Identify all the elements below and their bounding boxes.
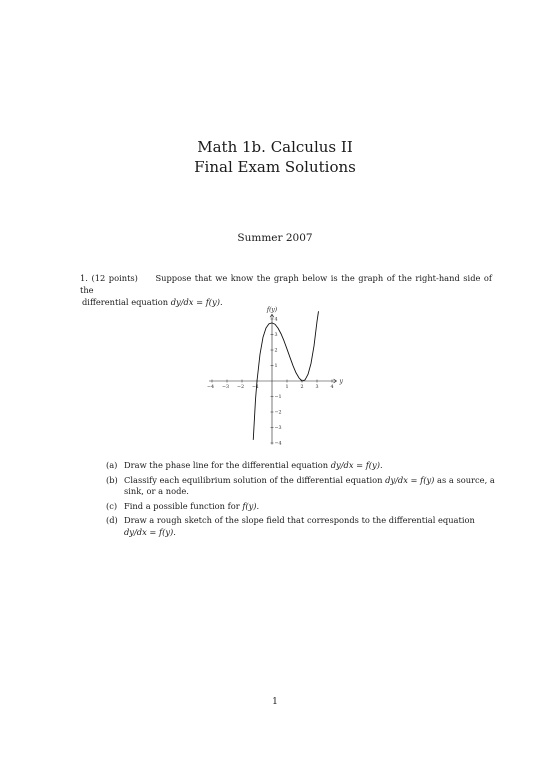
graph-axes — [206, 306, 344, 444]
graph-ticks — [207, 317, 334, 447]
part-label: (a) — [106, 460, 118, 470]
part-text-after: . — [256, 500, 260, 511]
problem-number: 1. — [80, 273, 88, 283]
y-tick-label: 3 — [274, 333, 278, 339]
part-text — [124, 475, 498, 498]
part-text — [124, 501, 498, 513]
part-label: (c) — [106, 500, 118, 511]
x-tick-label: 1 — [285, 385, 289, 390]
y-tick-label: −3 — [274, 426, 282, 432]
function-graph — [205, 306, 345, 447]
exam-term: Summer 2007 — [237, 232, 313, 244]
y-tick-label: −4 — [274, 441, 282, 447]
part-text-after: . — [379, 460, 383, 470]
x-tick-label: −2 — [236, 385, 245, 390]
x-tick-label: −4 — [206, 385, 215, 390]
part-text-after: as a source, a sink, or a node. — [124, 474, 495, 496]
exam-title — [0, 137, 550, 177]
part-math: dy/dx = f(y) — [124, 526, 174, 537]
y-tick-label: −1 — [274, 395, 282, 401]
graph-curve-layer — [253, 311, 318, 440]
part-math: dy/dx = f(y) — [385, 474, 435, 485]
problem-part — [106, 515, 498, 538]
part-text — [124, 460, 498, 472]
problem-parts — [106, 460, 498, 541]
part-text-after: . — [173, 526, 176, 537]
function-curve — [253, 311, 318, 440]
problem-text-2: differential equation — [82, 297, 169, 307]
part-label: (d) — [106, 515, 118, 525]
part-text-before: Classify each equilibrium solution of the differential equation — [124, 474, 386, 485]
problem-line-2 — [80, 296, 492, 308]
x-tick-label: 4 — [330, 385, 334, 390]
part-text-before: Draw a rough sketch of the slope field that corresponds to the differential equation — [124, 515, 475, 525]
part-text-before: Find a possible function for — [124, 500, 243, 511]
part-math: f(y) — [242, 500, 257, 511]
x-axis-label: y — [339, 378, 343, 385]
y-tick-label: 1 — [274, 364, 278, 370]
problem-statement — [80, 272, 492, 308]
y-tick-label: 4 — [274, 317, 278, 323]
y-axis-label: f(y) — [266, 306, 278, 314]
y-tick-label: −2 — [274, 410, 282, 416]
problem-points: (12 points) — [91, 273, 138, 283]
x-tick-label: −3 — [221, 385, 230, 390]
part-text — [124, 515, 498, 538]
problem-part — [106, 501, 498, 513]
page-number: 1 — [272, 697, 278, 707]
problem-equation: dy/dx = f(y) — [170, 297, 220, 307]
title-line-exam: Final Exam Solutions — [194, 158, 356, 176]
x-tick-label: 3 — [315, 385, 319, 390]
problem-line-1 — [80, 272, 492, 296]
x-tick-label: −1 — [251, 385, 260, 390]
part-text-before: Draw the phase line for the differential equation — [124, 460, 331, 470]
problem-part — [106, 475, 498, 498]
problem-end: . — [219, 297, 223, 307]
part-label: (b) — [106, 474, 118, 485]
part-math: dy/dx = f(y) — [330, 460, 380, 470]
problem-part — [106, 460, 498, 472]
title-line-course: Math 1b. Calculus II — [197, 138, 353, 156]
x-tick-label: 2 — [300, 385, 304, 390]
problem-text-1: Suppose that we know the graph below is the graph of the right-hand side of the — [80, 273, 493, 295]
y-tick-label: 2 — [274, 348, 278, 354]
